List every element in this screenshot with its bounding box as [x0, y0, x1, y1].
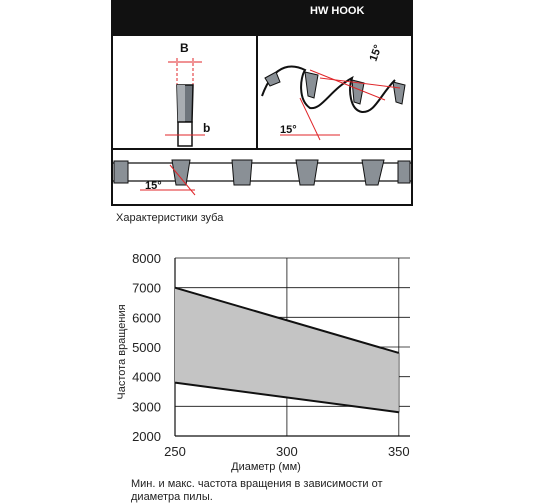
y-tick-4000: 4000	[132, 369, 161, 385]
diagram-caption: Характеристики зуба	[116, 212, 224, 224]
x-tick-250: 250	[164, 444, 186, 459]
label-kerf-b: B	[180, 41, 189, 55]
label-angle-side: 15°	[367, 43, 385, 64]
x-tick-300: 300	[276, 444, 298, 459]
y-tick-2000: 2000	[132, 429, 161, 444]
y-tick-3000: 3000	[132, 399, 161, 415]
label-angle-bottom: 15°	[145, 180, 162, 192]
y-tick-labels	[132, 251, 161, 444]
diagram-title: HW HOOK	[310, 5, 365, 17]
y-tick-5000: 5000	[132, 340, 161, 355]
y-tick-6000: 6000	[132, 310, 161, 326]
y-axis-label: Частота вращения	[116, 304, 128, 400]
x-tick-350: 350	[387, 444, 410, 459]
chart-caption: Мин. и макс. частота вращения в зависимости от диаметра пилы.	[131, 478, 383, 503]
x-axis-label: Диаметр (мм)	[231, 461, 301, 473]
y-tick-7000: 7000	[132, 280, 161, 296]
y-tick-8000: 8000	[132, 251, 161, 266]
label-angle-front: 15°	[280, 124, 297, 136]
label-body-b: b	[203, 121, 211, 135]
x-tick-labels	[164, 444, 410, 459]
